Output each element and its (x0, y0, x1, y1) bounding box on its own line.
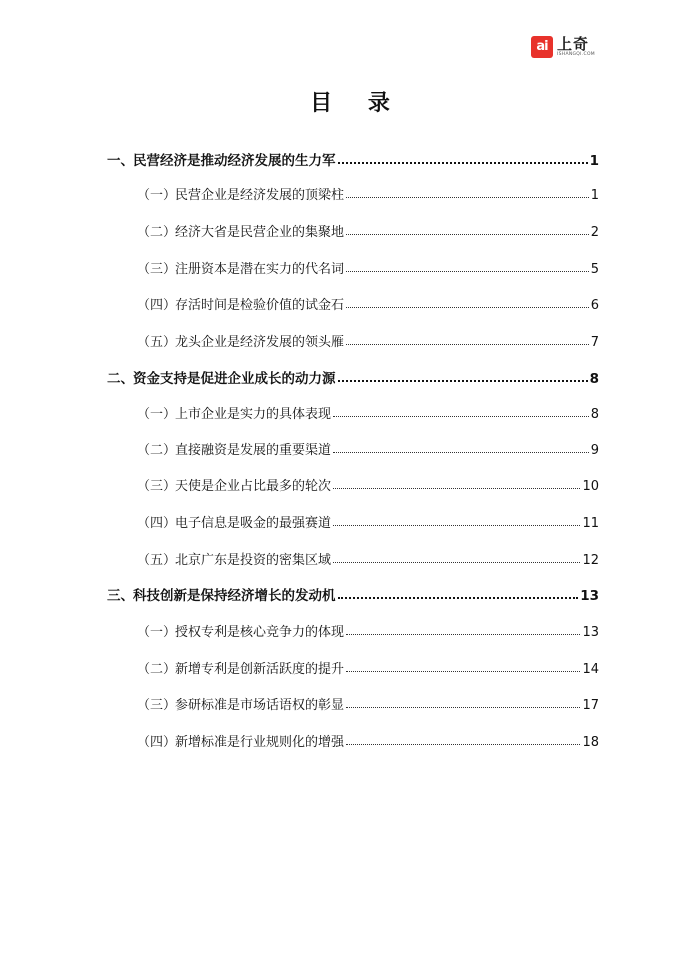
toc-entry-label: 民营经济是推动经济发展的生力军 (133, 153, 336, 169)
toc-entry-label: 注册资本是潜在实力的代名词 (175, 262, 345, 277)
toc-page-number: 8 (590, 407, 599, 422)
toc-dot-leader (333, 452, 589, 453)
toc-subsection-entry[interactable] (137, 618, 599, 640)
toc-entry-label: 经济大省是民营企业的集聚地 (175, 225, 345, 240)
toc-entry-label: 存活时间是检验价值的试金石 (175, 298, 345, 313)
toc-subsection-entry[interactable] (137, 436, 599, 458)
toc-entry-number: （二） (137, 225, 177, 240)
logo-subtitle: ISHANGQI.COM (557, 52, 595, 57)
toc-dot-leader (346, 744, 580, 745)
toc-dot-leader (346, 271, 589, 272)
toc-entry-number: （一） (137, 407, 177, 422)
toc-page-number: 9 (590, 443, 599, 458)
toc-entry-label: 新增标准是行业规则化的增强 (175, 735, 345, 750)
toc-entry-label: 北京广东是投资的密集区域 (175, 553, 332, 568)
toc-subsection-entry[interactable] (137, 181, 599, 203)
toc-subsection-entry[interactable] (137, 472, 599, 494)
toc-dot-leader (346, 707, 580, 708)
toc-dot-leader (333, 525, 580, 526)
toc-entry-label: 龙头企业是经济发展的领头雁 (175, 335, 345, 350)
toc-dot-leader (346, 634, 580, 635)
toc-page-number: 11 (582, 516, 599, 531)
toc-dot-leader (346, 344, 589, 345)
toc-section-entry[interactable] (107, 147, 599, 169)
toc-entry-label: 上市企业是实力的具体表现 (175, 407, 332, 422)
toc-page-number: 8 (589, 371, 599, 387)
toc-page-number: 12 (582, 553, 599, 568)
toc-page-number: 17 (582, 698, 599, 713)
toc-page-number: 7 (590, 335, 599, 350)
toc-subsection-entry[interactable] (137, 328, 599, 350)
toc-page-number: 2 (590, 225, 599, 240)
toc-entry-number: （三） (137, 479, 177, 494)
toc-section-entry[interactable] (107, 365, 599, 387)
toc-subsection-entry[interactable] (137, 691, 599, 713)
toc-subsection-entry[interactable] (137, 218, 599, 240)
toc-entry-label: 天使是企业占比最多的轮次 (175, 479, 332, 494)
toc-entry-label: 科技创新是保持经济增长的发动机 (133, 588, 336, 604)
toc-subsection-entry[interactable] (137, 728, 599, 750)
toc-page-number: 14 (582, 662, 599, 677)
toc-page-number: 13 (580, 588, 599, 604)
toc-page-number: 10 (582, 479, 599, 494)
toc-page-number: 1 (589, 153, 599, 169)
toc-dot-leader (333, 562, 580, 563)
toc-subsection-entry[interactable] (137, 400, 599, 422)
toc-entry-number: 三、 (107, 588, 134, 604)
toc-page-number: 18 (582, 735, 599, 750)
toc-entry-label: 新增专利是创新活跃度的提升 (175, 662, 345, 677)
toc-entry-label: 民营企业是经济发展的顶梁柱 (175, 188, 345, 203)
toc-entry-number: （三） (137, 262, 177, 277)
page-title: 目 录 (310, 91, 404, 116)
toc-entry-number: （二） (137, 443, 177, 458)
toc-page-number: 1 (590, 188, 599, 203)
toc-subsection-entry[interactable] (137, 255, 599, 277)
toc-page-number: 13 (582, 625, 599, 640)
toc-entry-number: （五） (137, 335, 177, 350)
toc-page-number: 6 (590, 298, 599, 313)
toc-entry-number: （一） (137, 625, 177, 640)
toc-dot-leader (333, 488, 580, 489)
toc-entry-label: 参研标准是市场话语权的彰显 (175, 698, 345, 713)
toc-dot-leader (338, 597, 579, 599)
toc-dot-leader (338, 162, 588, 164)
toc-dot-leader (346, 671, 580, 672)
logo-mark-icon: ai (531, 36, 553, 58)
toc-entry-number: （四） (137, 735, 177, 750)
toc-entry-number: 一、 (107, 153, 134, 169)
toc-entry-number: （一） (137, 188, 177, 203)
toc-page-number: 5 (590, 262, 599, 277)
toc-dot-leader (346, 234, 589, 235)
company-logo (531, 36, 595, 58)
toc-dot-leader (338, 380, 588, 382)
logo-text (557, 36, 595, 58)
toc-entry-number: （四） (137, 516, 177, 531)
toc-subsection-entry[interactable] (137, 655, 599, 677)
toc-subsection-entry[interactable] (137, 509, 599, 531)
toc-entry-number: （四） (137, 298, 177, 313)
toc-entry-label: 电子信息是吸金的最强赛道 (175, 516, 332, 531)
toc-dot-leader (333, 416, 589, 417)
toc-entry-number: （五） (137, 553, 177, 568)
toc-entry-number: 二、 (107, 371, 134, 387)
toc-entry-label: 资金支持是促进企业成长的动力源 (133, 371, 336, 387)
toc-entry-label: 直接融资是发展的重要渠道 (175, 443, 332, 458)
toc-entry-number: （二） (137, 662, 177, 677)
logo-name: 上奇 (557, 35, 590, 53)
toc-entry-label: 授权专利是核心竞争力的体现 (175, 625, 345, 640)
toc-section-entry[interactable] (107, 582, 599, 604)
toc-entry-number: （三） (137, 698, 177, 713)
toc-subsection-entry[interactable] (137, 546, 599, 568)
toc-subsection-entry[interactable] (137, 291, 599, 313)
toc-dot-leader (346, 307, 589, 308)
toc-dot-leader (346, 197, 589, 198)
